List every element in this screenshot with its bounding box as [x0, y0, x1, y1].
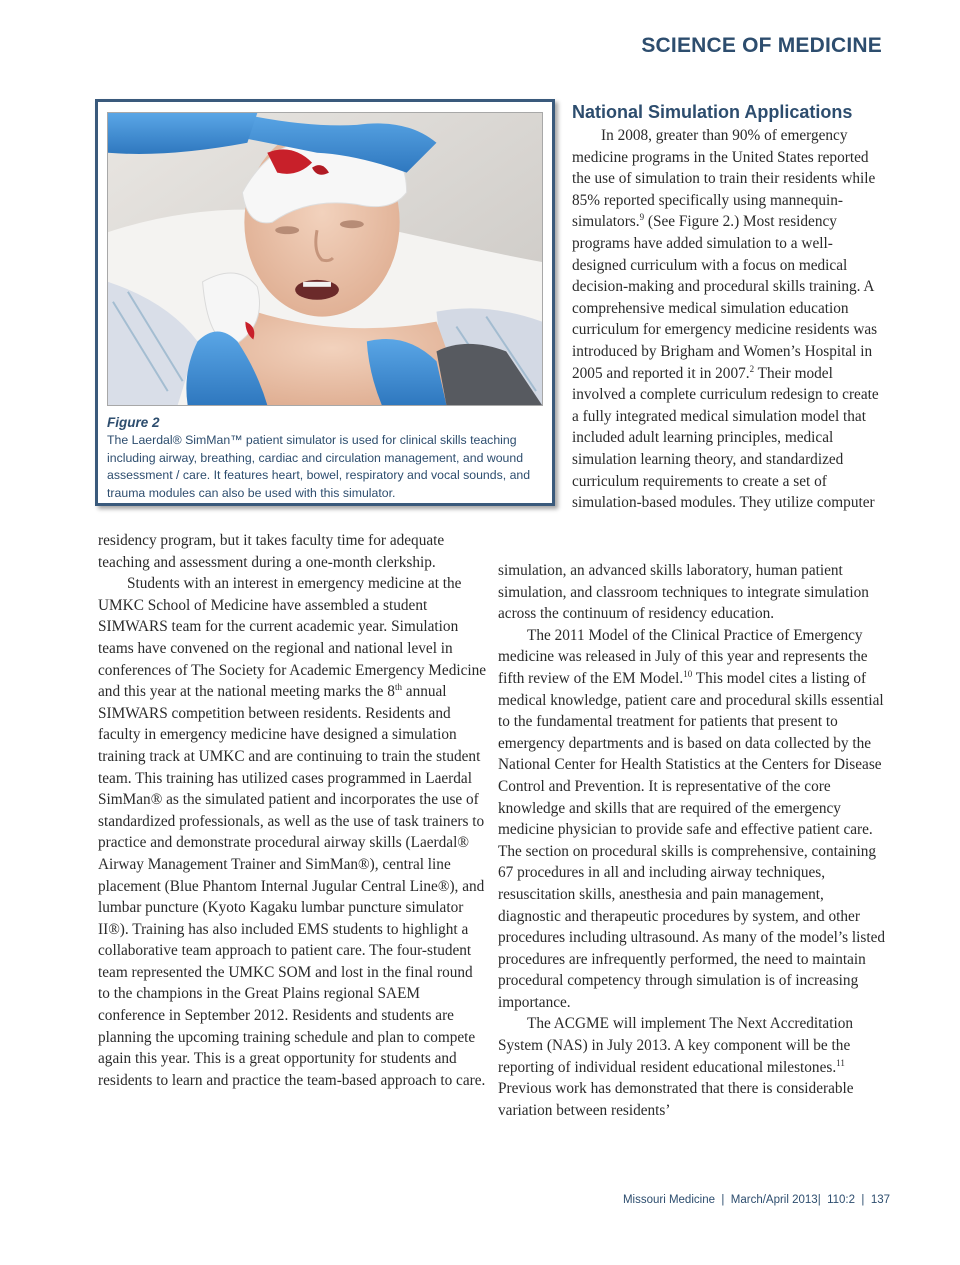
section-header: SCIENCE OF MEDICINE [641, 34, 882, 57]
page-footer: Missouri Medicine | March/April 2013| 110:2 | 137 [622, 1194, 890, 1206]
text-run: Students with an interest in emergency medicine at the UMKC School of Medicine have assembled a student SIMWARS team for the current academic year. Simulation teams have convened on the regional and national level in conferences of The Society for Academic Emergency Medicine and this year at the national meeting marks the 8 [98, 575, 487, 701]
text-run: Previous work has demonstrated that there is considerable variation between residents’ [498, 1080, 854, 1119]
figure-label: Figure 2 [107, 415, 160, 430]
citation-superscript: 2 [749, 363, 755, 374]
simulator-photo [107, 112, 543, 406]
citation-superscript: 11 [836, 1057, 845, 1068]
left-column [98, 530, 488, 1091]
journal-issue: March/April 2013 [730, 1194, 818, 1206]
journal-volume: 110:2 [827, 1194, 856, 1206]
text-run: The ACGME will implement The Next Accreditation System (NAS) in July 2013. A key component will be the reporting of individual resident educational milestones. [498, 1015, 853, 1076]
paragraph-national-simulation [572, 125, 887, 514]
text-run: In 2008, greater than 90% of emergency medicine programs in the United States reported the use of simulation to train their residents while 85% reported specifically using mannequin-simulators. [572, 127, 876, 231]
text-run: (See Figure 2.) Most residency programs have added simulation to a well-designed curriculum with a focus on medical decision-making and procedural skills training. A comprehensive medical simulation education curriculum for emergency medicine residents was introduced by Brigham and Women’s Hospital in 2005 and reported it in 2007. [572, 213, 878, 382]
section-subheading: National Simulation Applications [572, 102, 853, 122]
paragraph-continuation: simulation, an advanced skills laboratory, human patient simulation, and classroom techniques to integrate simulation across the continuum of residency education. [498, 562, 869, 623]
ordinal-superscript: th [394, 682, 402, 693]
figure-caption-text: The Laerdal® SimMan™ patient simulator is used for clinical skills teaching including airway, breathing, cardiac and circulation management, and wound assessment / care. It features heart, bowel, respiratory and vocal sounds, and trauma modules can also be used with this simulator. [107, 433, 531, 500]
text-run: Their model involved a complete curriculum redesign to create a fully integrated medical simulation model that included adult learning principles, medical simulation learning theory, and standardized curriculum requirements to create a set of simulation-based modules. They utilize computer [572, 364, 879, 512]
paragraph-continuation: residency program, but it takes faculty time for adequate teaching and assessment during a one-month clerkship. [98, 532, 445, 571]
citation-superscript: 10 [683, 668, 693, 679]
figure-box [95, 99, 555, 506]
paragraph-simwars [98, 573, 488, 1091]
text-run: This model cites a listing of medical knowledge, patient care and procedural skills essential to the fundamental treatment for patients that present to emergency departments and is based on data collected by the National Center for Health Statistics at the Centers for Disease Control and Prevention. It is representative of the core knowledge and skills that are required of the emergency medicine physician to provide safe and effective patient care. The section on procedural skills is comprehensive, containing 67 procedures in all and including airway techniques, resuscitation skills, anesthesia and pain management, diagnostic and therapeutic procedures by system, and other procedures including ultrasound. As many of the model’s listed procedures are infrequently performed, the need to maintain procedural competency through simulation is of increasing importance. [498, 669, 886, 1011]
text-run: The 2011 Model of the Clinical Practice of Emergency medicine was released in July of this year and represents the fifth review of the EM Model. [498, 626, 868, 687]
journal-name: Missouri Medicine [622, 1194, 715, 1206]
paragraph-em-model [498, 625, 888, 1014]
right-column-top [572, 125, 887, 514]
figure-caption [107, 414, 547, 502]
right-column [498, 560, 888, 1121]
paragraph-acgme [498, 1013, 888, 1121]
text-run: annual SIMWARS competition between residents. Residents and faculty in emergency medicine have designed a simulation training track at UMKC and are continuing to train the student team. This training has utilized cases programmed in Laerdal SimMan® as the simulated patient and incorporates the use of standardized professionals, as well as the use of task trainers to practice and demonstrate procedural airway skills (Laerdal® Airway Management Trainer and SimMan®), central line placement (Blue Phantom Internal Jugular Central Line®), and lumbar puncture (Kyoto Kagaku lumbar puncture simulator II®). Training has also included EMS students to highlight a collaborative team approach to patient care. The four-student team represented the UMKC SOM and lost in the final round to the champions in the Great Plains regional SAEM conference in September 2012. Residents and students are planning the upcoming training schedule and plan to compete again this year. This is a great opportunity for students and residents to learn and practice the team-based approach to care. [98, 683, 486, 1089]
page-number: 137 [870, 1194, 890, 1206]
simulator-illustration [108, 113, 542, 405]
citation-superscript: 9 [639, 212, 645, 223]
